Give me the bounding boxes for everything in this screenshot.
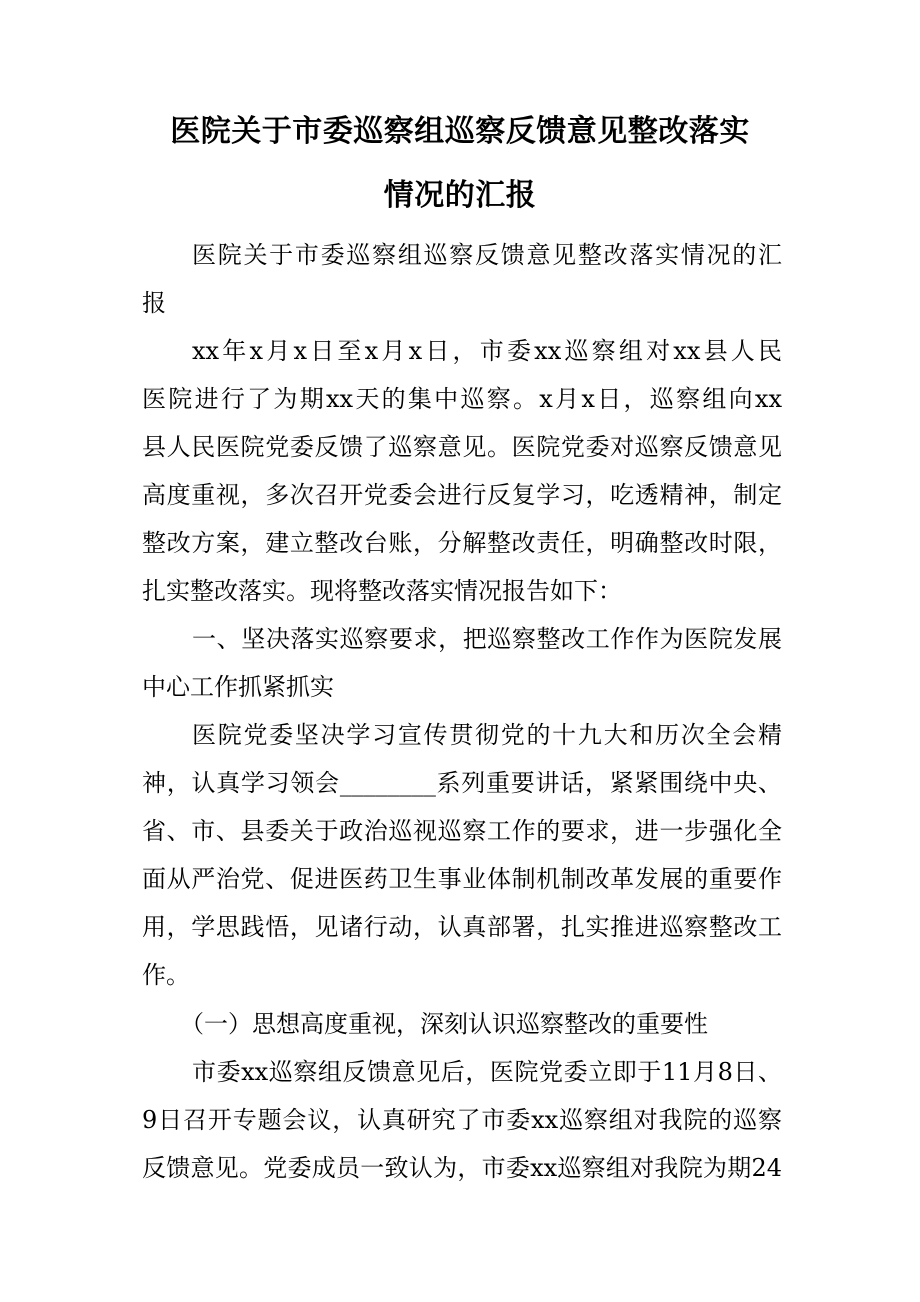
paragraph-3-line-6: 作。: [142, 961, 190, 989]
paragraph-4-line-3: 反馈意见。党委成员一致认为，市委xx巡察组对我院为期24: [142, 1154, 782, 1182]
paragraph-1-line-1: 医院关于市委巡察组巡察反馈意见整改落实情况的汇: [192, 241, 782, 269]
paragraph-4-line-1: 市委xx巡察组反馈意见后，医院党委立即于11月8日、: [192, 1058, 782, 1086]
document-title-line-1: 医院关于市委巡察组巡察反馈意见整改落实: [170, 114, 750, 149]
section-heading-1-line-1: 一、坚决落实巡察要求，把巡察整改工作作为医院发展: [192, 625, 782, 653]
paragraph-3-line-2: 神，认真学习领会________系列重要讲话，紧紧围绕中央、: [142, 769, 782, 797]
paragraph-1-line-2: 报: [142, 289, 166, 317]
section-heading-1-line-2: 中心工作抓紧抓实: [142, 673, 334, 701]
subsection-heading-1: （一）思想高度重视，深刻认识巡察整改的重要性: [180, 1010, 708, 1038]
paragraph-3-line-4: 面从严治党、促进医药卫生事业体制机制改革发展的重要作: [142, 865, 782, 893]
paragraph-2-line-5: 整改方案，建立整改台账，分解整改责任，明确整改时限，: [142, 529, 782, 557]
paragraph-2-line-3: 县人民医院党委反馈了巡察意见。医院党委对巡察反馈意见: [142, 433, 782, 461]
paragraph-4-line-2: 9日召开专题会议，认真研究了市委xx巡察组对我院的巡察: [142, 1106, 782, 1134]
paragraph-3-line-1: 医院党委坚决学习宣传贯彻党的十九大和历次全会精: [192, 721, 782, 749]
paragraph-2-line-4: 高度重视，多次召开党委会进行反复学习，吃透精神，制定: [142, 481, 782, 509]
paragraph-2-line-6: 扎实整改落实。现将整改落实情况报告如下：: [142, 577, 622, 605]
paragraph-3-line-3: 省、市、县委关于政治巡视巡察工作的要求，进一步强化全: [142, 817, 782, 845]
paragraph-3-line-5: 用，学思践悟，见诸行动，认真部署，扎实推进巡察整改工: [142, 913, 782, 941]
paragraph-2-line-1: xx年x月x日至x月x日，市委xx巡察组对xx县人民: [192, 337, 782, 365]
paragraph-2-line-2: 医院进行了为期xx天的集中巡察。x月x日，巡察组向xx: [142, 385, 782, 413]
document-title-line-2: 情况的汇报: [383, 178, 537, 213]
